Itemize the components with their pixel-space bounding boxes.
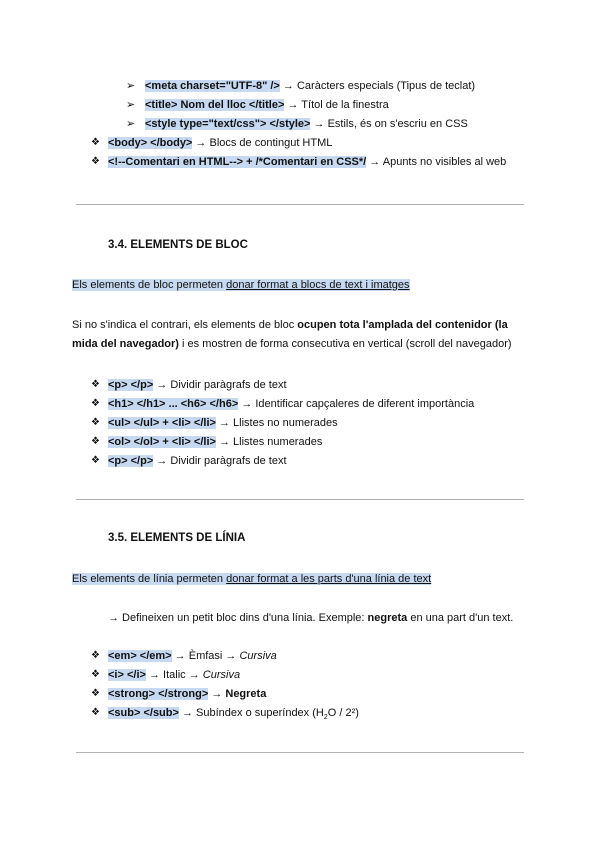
block-item bbox=[108, 435, 322, 449]
em-italic: Cursiva bbox=[239, 650, 277, 662]
diamond-bullet-icon: ❖ bbox=[91, 137, 100, 148]
arrow-bullet-icon: ➢ bbox=[126, 118, 136, 130]
comment-desc: → Apunts no visibles al web bbox=[369, 156, 507, 168]
block-item bbox=[108, 378, 287, 392]
body-item bbox=[108, 136, 332, 150]
block-item-desc: → Dividir paràgrafs de text bbox=[156, 455, 287, 467]
block-item-code: <p> </p> bbox=[108, 455, 154, 467]
style-item bbox=[145, 117, 468, 131]
block-item-code: <p> </p> bbox=[108, 379, 154, 391]
blocks-para-start: Si no s'indica el contrari, els elements de bloc bbox=[72, 319, 298, 331]
inline-definition bbox=[108, 611, 513, 625]
comment-item bbox=[108, 155, 506, 169]
block-item-code: <ol> </ol> + <li> </li> bbox=[108, 436, 216, 448]
inline-item-em bbox=[108, 649, 277, 663]
em-code: <em> </em> bbox=[108, 650, 172, 662]
divider bbox=[76, 752, 524, 753]
diamond-bullet-icon: ❖ bbox=[91, 650, 100, 661]
inline-item-strong bbox=[108, 687, 266, 701]
title-desc: → Títol de la finestra bbox=[287, 99, 389, 111]
diamond-bullet-icon: ❖ bbox=[91, 669, 100, 680]
inline-def-end: en una part d'un text. bbox=[407, 612, 514, 624]
diamond-bullet-icon: ❖ bbox=[91, 455, 100, 466]
blocks-intro-link: donar format a blocs de text i imatges bbox=[226, 279, 410, 291]
body-code: <body> </body> bbox=[108, 137, 193, 149]
block-item bbox=[108, 397, 474, 411]
diamond-bullet-icon: ❖ bbox=[91, 417, 100, 428]
i-italic: Cursiva bbox=[202, 669, 241, 681]
strong-code: <strong> </strong> bbox=[108, 688, 209, 700]
inline-def-bold: negreta bbox=[367, 612, 408, 624]
body-desc: → Blocs de contingut HTML bbox=[195, 137, 333, 149]
block-item bbox=[108, 416, 338, 430]
arrow-bullet-icon: ➢ bbox=[126, 99, 136, 111]
title-code: <title> Nom del lloc </title> bbox=[145, 99, 285, 111]
strong-desc: → bbox=[211, 688, 226, 700]
diamond-bullet-icon: ❖ bbox=[91, 156, 100, 167]
arrow-bullet-icon: ➢ bbox=[126, 80, 136, 92]
block-item-code: <h1> </h1> ... <h6> </h6> bbox=[108, 398, 239, 410]
blocks-intro bbox=[72, 278, 410, 292]
diamond-bullet-icon: ❖ bbox=[91, 436, 100, 447]
i-desc: → Italic → bbox=[148, 669, 203, 681]
meta-item bbox=[145, 79, 475, 93]
sub-subscript: 2 bbox=[323, 714, 328, 722]
diamond-bullet-icon: ❖ bbox=[91, 688, 100, 699]
em-desc: → Èmfasi → bbox=[174, 650, 240, 662]
blocks-intro-text bbox=[72, 279, 410, 291]
inline-intro-prefix: Els elements de línia permeten bbox=[72, 573, 227, 585]
inline-intro-text bbox=[72, 573, 431, 585]
style-code: <style type="text/css"> </style> bbox=[145, 118, 311, 130]
inline-item-i bbox=[108, 668, 240, 682]
inline-intro bbox=[72, 572, 431, 586]
strong-bold: Negreta bbox=[225, 688, 267, 700]
meta-desc: → Caràcters especials (Tipus de teclat) bbox=[282, 80, 476, 92]
inline-item-sub bbox=[108, 706, 359, 725]
meta-code: <meta charset="UTF-8" /> bbox=[145, 80, 280, 92]
section-heading-blocks: 3.4. ELEMENTS DE BLOC bbox=[108, 239, 248, 251]
sub-desc: → Subíndex o superíndex (H bbox=[181, 707, 324, 719]
block-item-code: <ul> </ul> + <li> </li> bbox=[108, 417, 216, 429]
diamond-bullet-icon: ❖ bbox=[91, 707, 100, 718]
diamond-bullet-icon: ❖ bbox=[91, 398, 100, 409]
block-item-desc: → Llistes no numerades bbox=[219, 417, 338, 429]
comment-code: <!--Comentari en HTML--> + /*Comentari en CSS*/ bbox=[108, 156, 367, 168]
title-item bbox=[145, 98, 389, 112]
inline-intro-link: donar format a les parts d'una línia de text bbox=[226, 573, 432, 585]
style-desc: → Estils, és on s'escriu en CSS bbox=[313, 118, 468, 130]
blocks-paragraph bbox=[72, 316, 532, 354]
block-item-desc: → Identificar capçaleres de diferent importància bbox=[241, 398, 475, 410]
diamond-bullet-icon: ❖ bbox=[91, 379, 100, 390]
inline-def-start: → Defineixen un petit bloc dins d'una línia. Exemple: bbox=[108, 612, 368, 624]
sub-desc-end: O / 2²) bbox=[327, 707, 359, 719]
sub-code: <sub> </sub> bbox=[108, 707, 179, 719]
blocks-intro-prefix: Els elements de bloc permeten bbox=[72, 279, 227, 291]
blocks-para-end: i es mostren de forma consecutiva en vertical (scroll del navegador) bbox=[178, 338, 512, 350]
divider bbox=[76, 204, 524, 205]
divider bbox=[76, 499, 524, 500]
block-item-desc: → Dividir paràgrafs de text bbox=[156, 379, 287, 391]
block-item-desc: → Llistes numerades bbox=[219, 436, 323, 448]
blocks-para-bold: ocupen tota l'amplada del contenidor (la mida del navegador) bbox=[72, 319, 508, 350]
block-item bbox=[108, 454, 287, 468]
section-heading-inline: 3.5. ELEMENTS DE LÍNIA bbox=[108, 532, 246, 544]
i-code: <i> </i> bbox=[108, 669, 146, 681]
